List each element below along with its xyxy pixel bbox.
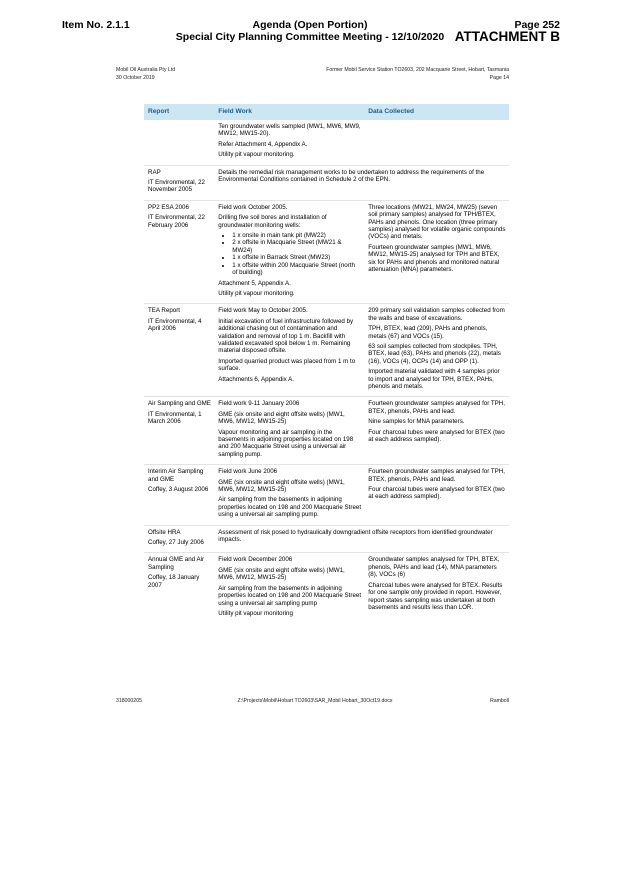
data-cell xyxy=(364,120,509,165)
footer-file-path: Z:\Projects\Mobil\Hobart TO2603\SAR_Mobil Hobart_30Oct19.docx xyxy=(237,698,393,704)
data-cell xyxy=(364,200,509,303)
list-item: • 1 x offsite within 200 Macquarie Street (north of building) xyxy=(232,262,361,277)
field-work-text: Air sampling from the basements in adjoining properties located on 198 and 200 Macquarie Street using a universal air sampling pump. xyxy=(218,496,362,519)
report-author: IT Environmental, 1 March 2006 xyxy=(148,410,202,426)
page-heading xyxy=(455,19,560,43)
data-text: 63 soil samples collected from stockpiles. TPH, BTEX, lead (63), PAHs and phenols (22), metals (16), VOCs (4), OCPs (14) and OPP (1). xyxy=(368,342,501,365)
report-name: Air Sampling and GME xyxy=(148,400,211,408)
list-item: • 1 x offsite in Barrack Street (MW23) xyxy=(232,254,361,261)
table-header-row xyxy=(144,104,509,120)
footer-brand: Ramboll xyxy=(489,698,509,704)
report-author: IT Environmental, 4 April 2006 xyxy=(148,317,202,333)
field-work-text: Imported quarried product was placed from 1 m to surface. xyxy=(218,357,356,373)
data-text: Fourteen groundwater samples analysed for TPH, BTEX, phenols, PAHs and lead. xyxy=(368,400,505,415)
field-work-cell xyxy=(214,200,364,303)
report-author: IT Environmental, 22 November 2005 xyxy=(148,179,205,194)
report-name: Annual GME and Air Sampling xyxy=(148,556,205,571)
field-work-text: Field work December 2006 xyxy=(218,556,293,564)
report-author: Coffey, 27 July 2006 xyxy=(148,539,204,547)
field-work-text: Field work May to October 2005. xyxy=(218,307,308,315)
field-work-text: Attachment 5, Appendix A. xyxy=(218,279,291,287)
well-list xyxy=(218,232,361,276)
table-row xyxy=(144,200,509,303)
report-cell xyxy=(144,525,214,553)
field-work-text: Vapour monitoring and air sampling in the basements in adjoining properties located on 198 and 200 Macquarie Street using a universal air sampling pump. xyxy=(218,428,354,458)
meeting-title: Special City Planning Committee Meeting - 12/10/2020 xyxy=(175,31,445,43)
attachment-label: ATTACHMENT B xyxy=(454,29,560,44)
report-cell xyxy=(144,165,214,200)
doc-meta-left xyxy=(116,66,175,82)
footer-code: 318000205 xyxy=(116,698,142,704)
data-text: Groundwater samples analysed for TPH, BTEX, phenols, PAHs and lead (14), MNA parameters (8), VOCs (6) xyxy=(368,556,500,579)
data-cell xyxy=(364,553,509,623)
data-text: Imported material validated with 4 samples prior to import and analysed for TPH, BTEX, PAHs, phenols and metals. xyxy=(368,368,500,390)
data-text: TPH, BTEX, lead (209), PAHs and phenols, metals (67) and VOCs (15). xyxy=(368,325,488,340)
field-work-text: Field work 9-11 January 2006 xyxy=(218,400,300,408)
merged-text: Assessment of risk posed to hydraulically downgradient offsite receptors from identified groundwater impacts. xyxy=(218,528,493,544)
report-author: IT Environmental, 22 February 2006 xyxy=(148,214,205,229)
data-text: Three locations (MW21, MW24, MW25) (seven soil primary samples) analysed for TPH/BTEX, PAHs and phenols. One location (three primary samples) analysed for volatile organic compounds (VOCs) and metals. xyxy=(368,203,506,241)
report-name: Offsite HRA xyxy=(148,528,181,536)
doc-page: Page 14 xyxy=(489,75,509,81)
field-work-text: Attachments 6, Appendix A. xyxy=(218,375,294,383)
column-header-report: Report xyxy=(144,104,214,120)
data-text: Charcoal tubes were analysed for BTEX. Results for one sample only provided in report. However, report states sampling was undertaken at both basements and results less than LOR. xyxy=(368,581,503,611)
column-header-field-work: Field Work xyxy=(214,104,364,120)
report-author: Coffey, 18 January 2007 xyxy=(148,574,200,589)
table-row xyxy=(144,553,509,623)
field-work-text: Utility pit vapour monitoring. xyxy=(218,289,295,297)
field-work-text: Field work October 2005. xyxy=(218,203,288,211)
merged-cell xyxy=(214,525,509,553)
data-cell xyxy=(364,397,509,465)
data-text: Four charcoal tubes were analysed for BTEX (two at each address sampled). xyxy=(368,428,505,443)
report-name: Interim Air Sampling and GME xyxy=(148,468,204,483)
table-row xyxy=(144,165,509,200)
doc-meta-right xyxy=(283,66,509,82)
field-work-text: Ten groundwater wells sampled (MW1, MW6, MW9, MW12, MW15-20). xyxy=(218,123,361,138)
table-row xyxy=(144,304,509,397)
report-table xyxy=(144,104,509,623)
report-cell xyxy=(144,553,214,623)
merged-cell xyxy=(214,165,509,200)
data-text: 209 primary soil validation samples collected from the walls and base of excavations. xyxy=(368,307,505,322)
column-header-data-collected: Data Collected xyxy=(364,104,509,120)
report-cell xyxy=(144,304,214,397)
data-text: Fourteen groundwater samples analysed for TPH, BTEX, phenols, PAHs and lead. xyxy=(368,468,505,483)
item-number: Item No. 2.1.1 xyxy=(62,19,130,31)
data-cell xyxy=(364,465,509,525)
list-item: • 1 x onsite in main tank pit (MW22) xyxy=(232,232,361,239)
table-row xyxy=(144,525,509,553)
field-work-text: GME (six onsite and eight offsite wells) (MW1, MW6, MW12, MW15-25) xyxy=(218,478,345,494)
table-row xyxy=(144,465,509,525)
agenda-title: Agenda (Open Portion) xyxy=(252,19,368,31)
report-cell xyxy=(144,120,214,165)
report-name: RAP xyxy=(148,168,161,176)
list-item: • 2 x offsite in Macquarie Street (MW21 & MW24) xyxy=(232,239,361,254)
table-row xyxy=(144,397,509,465)
report-name: PP2 ESA 2006 xyxy=(148,203,189,211)
data-text: Four charcoal tubes were analysed for BTEX (two at each address sampled). xyxy=(368,486,505,501)
field-work-text: Field work June 2006 xyxy=(218,468,278,476)
company-name: Mobil Oil Australia Pty Ltd xyxy=(116,67,176,73)
report-name: TEA Report xyxy=(148,307,180,315)
table-row xyxy=(144,120,509,165)
field-work-text: GME (six onsite and eight offsite wells) (MW1, MW6, MW12, MW15-25) xyxy=(218,410,345,426)
merged-text: Details the remedial risk management works to be undertaken to address the requirements of the Environmental Conditions contained in Schedule 2 of the EPN. xyxy=(218,168,485,184)
site-address: Former Mobil Service Station TO2603, 202 Macquarie Street, Hobart, Tasmania xyxy=(326,67,509,73)
field-work-text: Utility pit vapour monitoring. xyxy=(218,151,295,159)
field-work-cell xyxy=(214,120,364,165)
field-work-text: Drilling five soil bores and installation of groundwater monitoring wells: xyxy=(218,214,327,229)
field-work-cell xyxy=(214,397,364,465)
field-work-text: Refer Attachment 4, Appendix A. xyxy=(218,140,308,148)
doc-date: 30 October 2019 xyxy=(116,75,155,81)
report-cell xyxy=(144,397,214,465)
data-text: Nine samples for MNA parameters. xyxy=(368,418,465,426)
field-work-text: Air sampling from the basements in adjoining properties located on 198 and 200 Macquarie Street using a universal air sampling pump xyxy=(218,584,362,607)
page-number: Page 252 xyxy=(514,19,560,31)
field-work-cell xyxy=(214,553,364,623)
report-author: Coffey, 3 August 2006 xyxy=(148,486,209,494)
field-work-cell xyxy=(214,304,364,397)
agenda-heading xyxy=(160,19,460,43)
report-cell xyxy=(144,465,214,525)
field-work-text: Utility pit vapour monitoring xyxy=(218,609,293,617)
field-work-text: Initial excavation of fuel infrastructure followed by additional chasing out of contamination and validation and removal of top 1 m. Backfill with validated excavated spoil below 1 m. Remaining material disposed offsite. xyxy=(218,317,354,355)
field-work-text: GME (six onsite and eight offsite wells) (MW1, MW6, MW12, MW15-25) xyxy=(218,566,345,582)
report-cell xyxy=(144,200,214,303)
data-cell xyxy=(364,304,509,397)
field-work-cell xyxy=(214,465,364,525)
data-text: Fourteen groundwater samples (MW1, MW6, MW12, MW15-25) analysed for TPH and BTEX, six for PAHs and phenols and monitored natural attenuation (MNA) parameters. xyxy=(368,243,500,274)
